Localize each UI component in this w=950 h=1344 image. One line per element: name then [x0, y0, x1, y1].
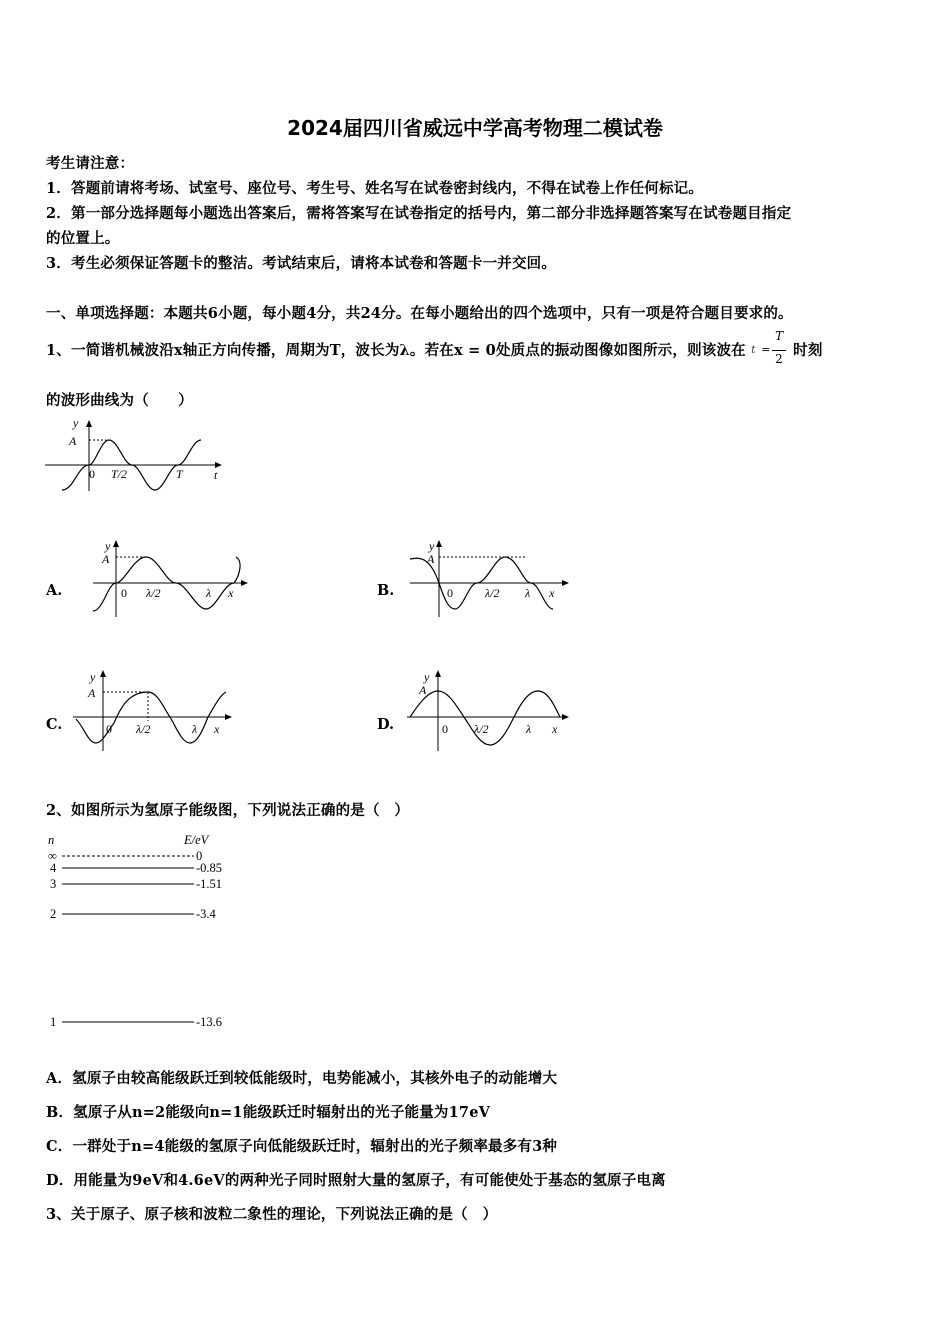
notice-item: 的位置上。: [46, 230, 120, 247]
axis-label-x: x: [549, 586, 555, 600]
tick-label-half: λ/2: [485, 586, 500, 600]
axis-label-x: x: [552, 722, 558, 736]
tick-label-full: λ: [206, 586, 212, 600]
origin-label: 0: [89, 467, 95, 481]
question-1-stem-2: 的波形曲线为（ ）: [46, 392, 193, 409]
origin-label: 0: [447, 586, 453, 600]
tick-label-full: λ: [525, 586, 531, 600]
energy-level-diagram: [44, 830, 264, 1035]
level-n: 3: [50, 877, 57, 891]
question-3-stem: 3、关于原子、原子核和波粒二象性的理论，下列说法正确的是（ ）: [46, 1206, 498, 1223]
notice-item: 3．考生必须保证答题卡的整洁。考试结束后，请将本试卷和答题卡一并交回。: [46, 255, 557, 272]
level-n: 2: [50, 907, 57, 921]
axis-label-y: y: [105, 539, 111, 553]
amplitude-label: A: [419, 683, 427, 697]
option-a-label[interactable]: A.: [46, 582, 63, 599]
level-n: ∞: [48, 849, 57, 863]
axis-label-x: x: [228, 586, 234, 600]
question-2-stem: 2、如图所示为氢原子能级图，下列说法正确的是（ ）: [46, 802, 410, 819]
tick-label-half: λ/2: [146, 586, 161, 600]
question-1-text: 1、一简谐机械波沿x轴正方向传播，周期为T，波长为λ。若在x = 0处质点的振动图像如图所示，则该波在: [46, 342, 746, 359]
level-energy: -1.51: [196, 877, 223, 891]
vibration-graph: [40, 415, 230, 495]
option-a-graph[interactable]: [88, 535, 253, 620]
option-b-graph[interactable]: [405, 535, 575, 620]
wave-curve: [410, 691, 560, 745]
frac-bar: [772, 350, 786, 351]
option-d-graph[interactable]: [402, 665, 577, 755]
option-d-label[interactable]: D.: [377, 716, 395, 733]
axis-label-t: t: [214, 468, 218, 482]
energy-unit-label: E/eV: [184, 833, 209, 847]
option-b-label[interactable]: B.: [377, 582, 395, 599]
amplitude-label: A: [69, 434, 77, 448]
tick-label-full: λ: [526, 722, 532, 736]
question-2-option-b[interactable]: B．氢原子从n=2能级向n=1能级跃迁时辐射出的光子能量为17eV: [46, 1104, 491, 1121]
axis-label-y: y: [90, 670, 96, 684]
tick-label-full: T: [176, 467, 183, 481]
question-2-option-c[interactable]: C．一群处于n=4能级的氢原子向低能级跃迁时，辐射出的光子频率最多有3种: [46, 1138, 558, 1155]
notice-heading: 考生请注意：: [46, 155, 135, 172]
tick-label-half: λ/2: [474, 722, 489, 736]
question-2-option-d[interactable]: D．用能量为9eV和4.6eV的两种光子同时照射大量的氢原子，有可能使处于基态的氢原子电离: [46, 1172, 666, 1189]
frac-eq: =: [761, 343, 771, 356]
level-n: 4: [50, 861, 57, 875]
wave-curve: [93, 557, 240, 611]
level-n: 1: [50, 1015, 57, 1029]
axis-label-y: y: [73, 416, 79, 430]
tick-label-full: λ: [192, 722, 198, 736]
option-c-label[interactable]: C.: [46, 716, 63, 733]
fraction-t-over-2: [751, 329, 793, 366]
frac-var: t: [751, 343, 756, 356]
level-energy: 0: [196, 849, 203, 863]
axis-label-x: x: [214, 722, 220, 736]
notice-item: 1．答题前请将考场、试室号、座位号、考生号、姓名写在试卷密封线内，不得在试卷上作任何标记。: [46, 180, 704, 197]
question-2-option-a[interactable]: A．氢原子由较高能级跃迁到较低能级时，电势能减小，其核外电子的动能增大: [46, 1070, 558, 1087]
amplitude-label: A: [102, 552, 110, 566]
tick-label-half: T/2: [111, 467, 128, 481]
axis-label-y: y: [424, 670, 430, 684]
option-c-graph[interactable]: [68, 665, 238, 755]
question-1-text-end: 时刻: [793, 342, 823, 359]
frac-num: T: [775, 329, 784, 343]
origin-label: 0: [106, 722, 112, 736]
level-energy: -0.85: [196, 861, 223, 875]
tick-label-half: λ/2: [136, 722, 151, 736]
level-energy: -3.4: [196, 907, 216, 921]
frac-den: 2: [775, 352, 783, 366]
page-title: 2024届四川省威远中学高考物理二模试卷: [287, 116, 663, 140]
level-energy: -13.6: [196, 1015, 223, 1029]
origin-label: 0: [442, 722, 448, 736]
axis-label-y: y: [429, 539, 435, 553]
amplitude-label: A: [427, 552, 435, 566]
section-heading: 一、单项选择题：本题共6小题，每小题4分，共24分。在每小题给出的四个选项中，只有一项是符合题目要求的。: [46, 305, 793, 322]
n-label: n: [48, 833, 55, 847]
amplitude-label: A: [88, 686, 96, 700]
question-1-stem: [46, 329, 823, 366]
notice-item: 2．第一部分选择题每小题选出答案后，需将答案写在试卷指定的括号内，第二部分非选择题答案写在试卷题目指定: [46, 205, 792, 222]
origin-label: 0: [121, 586, 127, 600]
